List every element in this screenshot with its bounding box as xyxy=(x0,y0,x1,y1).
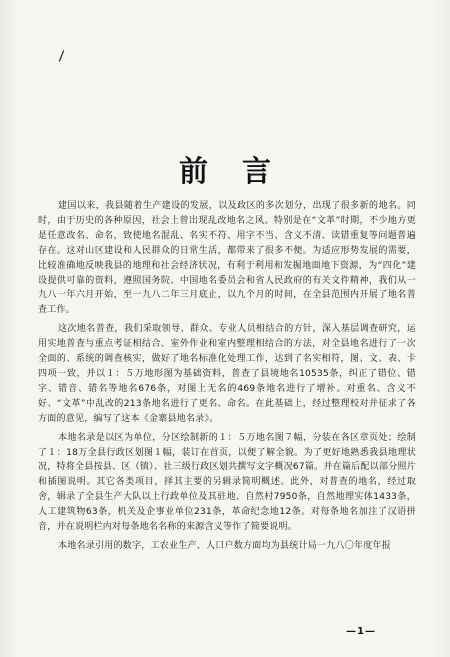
paragraph-2: 这次地名普查，我们采取领导、群众、专业人员相结合的方针，深入基层调查研究，运用实地普查与重点考证相结合、室外作业和室内整理相结合的方法，对全县地名进行了一次全面的、系统的调查核实，做好了地名标准化处理工作，达到了名实相符，图、文、表、卡四项一致，并以１：５万地形图为基础资料，普查了县境地名10535条，纠正了错位、错字、错音、错名等地名676条，对图上无名的469条地名进行了增补。对重名、含义不好、“文革”中乱改的213条地名进行了更名、命名。在此基础上，经过整理校对并征求了各方面的意见，编写了这本《金寨县地名录》。 xyxy=(38,324,416,424)
paragraph-1: 建国以来，我县随着生产建设的发展，以及政区的多次划分，出现了很多新的地名。同时，由于历史的各种原因，社会上曾出现乱改地名之风。特别是在“文革”时期，不少地方更是任意改名、命名，致使地名混乱、名实不符、用字不当、含义不清、读错重复等问题普遍存在。这对山区建设和人民群众的日常生活，都带来了很多不便。为适应形势发展的需要，比较准确地反映我县的地理和社会经济状况，有利于利用和发掘地面地下资源，为“四化”建设提供可靠的资料，遵照国务院、中国地名委员会和省人民政府的有关文件精神，我们从一九八一年六月开始，至一九八二年三月底止，以九个月的时间，在全县范围内开展了地名普查工作。 xyxy=(38,201,416,316)
body-text xyxy=(38,199,416,558)
page-number: —1— xyxy=(346,626,376,637)
paragraph-3: 本地名录是以区为单位，分区绘制新的１：５万地名图７幅，分装在各区章页处；绘制了１：18万全县行政区划图１幅，装订在首页，以便了解全貌。为了更好地熟悉我县地理状况，特将全县按县、区（镇）、社三级行政区划共撰写文字概况67篇。并在篇后配以部分照片和插图说明。其它各类项目，择其主要的另辑录简明概述。此外，对普查的地名，经过取舍，辑录了全县生产大队以上行政单位及其驻地、自然村7950条，自然地理实体1433条，人工建筑物63条，机关及企事业单位231条，革命纪念地12条。对每条地名加注了汉语拼音，并在说明栏内对每条地名名称的来源含义等作了简要说明。 xyxy=(38,432,416,533)
paragraph-4: 本地名录引用的数字，工农业生产、人口户数方面均为县统计局一九八〇年度年报 xyxy=(58,540,392,551)
pen-mark-icon xyxy=(58,50,65,62)
page-title: 前言 xyxy=(178,154,305,188)
